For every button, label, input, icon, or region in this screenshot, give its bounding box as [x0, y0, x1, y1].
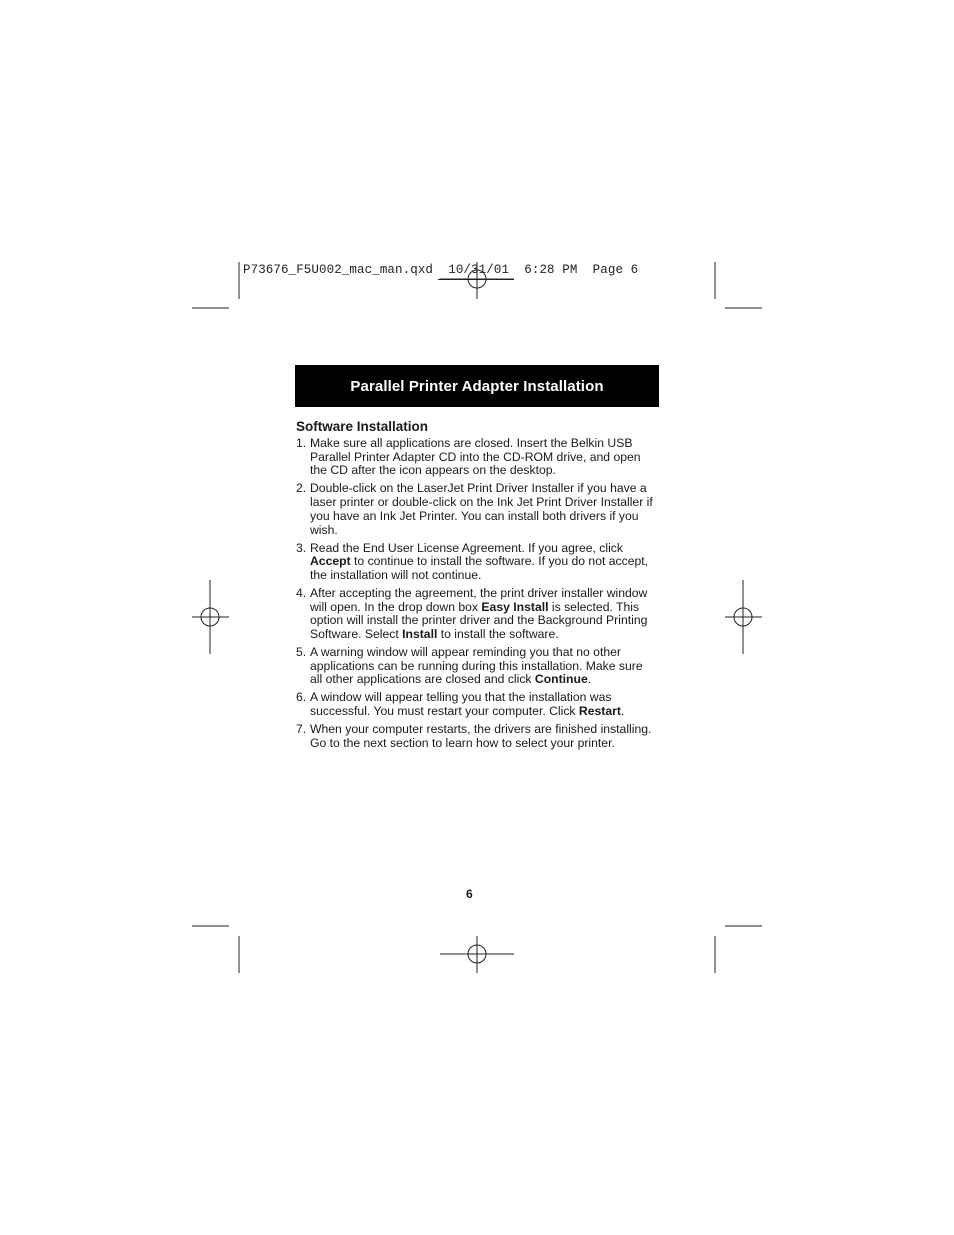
list-item [296, 646, 658, 687]
step-number: 3. [296, 540, 307, 555]
list-item [296, 542, 658, 583]
list-item [296, 437, 658, 478]
step-number: 4. [296, 585, 307, 600]
step-text: . [620, 704, 625, 719]
step-text: to install the software. [437, 627, 559, 642]
step-text: After accepting the agreement, the print driver installer window will open. In the drop down box [310, 585, 648, 614]
step-text: to continue to install the software. If you do not accept, the installation will not continue. [310, 554, 649, 582]
step-text: When your computer restarts, the drivers are finished installing. Go to the next section to learn how to select your printer. [310, 722, 652, 750]
step-text: A window will appear telling you that the installation was successful. You must restart your computer. Click [310, 690, 612, 719]
step-emphasis: Easy Install [481, 599, 549, 614]
registration-mark-left [192, 580, 229, 654]
list-item [296, 482, 658, 537]
step-text: A warning window will appear reminding you that no other applications can be running during this installation. Make sure all other applications are closed and click [310, 645, 643, 687]
banner-title: Parallel Printer Adapter Installation [350, 377, 604, 395]
installation-steps [296, 437, 658, 755]
list-item [296, 587, 658, 642]
step-text: Double-click on the LaserJet Print Driver Installer if you have a laser printer or double-click on the Ink Jet Print Driver Installer if you have an Ink Jet Printer. You can install both drivers if you wish. [310, 481, 653, 537]
section-heading: Software Installation [296, 419, 429, 434]
step-number: 5. [296, 645, 307, 660]
step-text: Read the End User License Agreement. If you agree, click [310, 540, 623, 555]
step-text: is selected. This option will install the printer driver and the Background Printing Software. Select [310, 599, 648, 642]
step-number: 1. [296, 436, 307, 450]
step-emphasis: Accept [310, 554, 351, 569]
step-emphasis: Continue [534, 672, 588, 687]
list-item [296, 691, 658, 718]
step-text: . [587, 672, 592, 687]
section-banner [295, 365, 659, 407]
registration-mark-right [725, 580, 762, 654]
step-number: 7. [296, 722, 307, 737]
step-text: Make sure all applications are closed. Insert the Belkin USB Parallel Printer Adapter CD into the CD-ROM drive, and open the CD after the icon appears on the desktop. [310, 436, 641, 478]
step-emphasis: Restart [578, 704, 621, 719]
list-item [296, 723, 658, 750]
file-slug: P73676_F5U002_mac_man.qxd 10/31/01 6:28 PM Page 6 [243, 263, 639, 277]
step-emphasis: Install [402, 627, 438, 642]
registration-mark-top [440, 262, 514, 299]
step-number: 2. [296, 481, 307, 496]
step-number: 6. [296, 690, 307, 705]
page-number: 6 [466, 887, 473, 901]
registration-mark-bottom [440, 936, 514, 973]
